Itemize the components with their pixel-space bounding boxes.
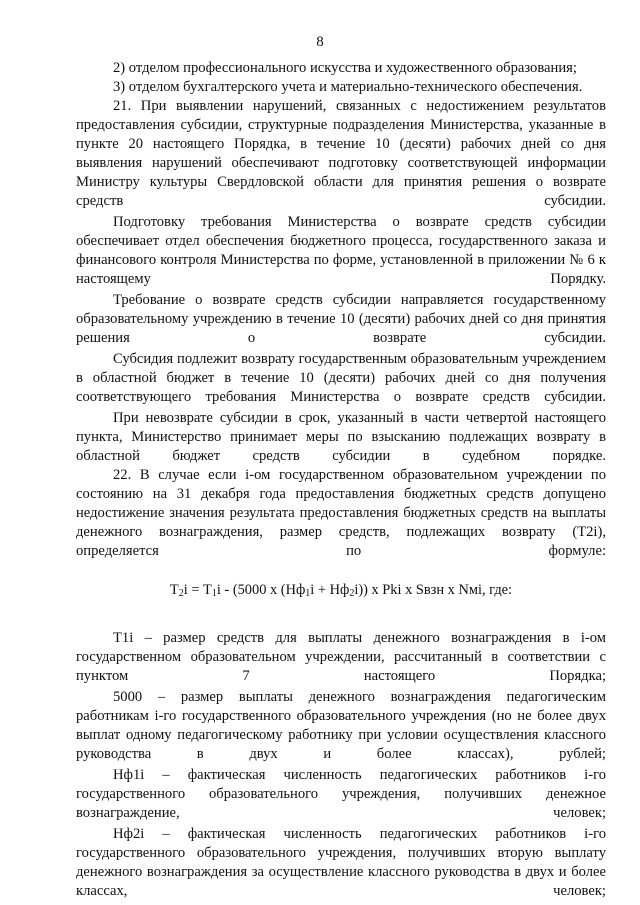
definition-5000: 5000 – размер выплаты денежного вознаграждения педагогическим работникам i-го государственного образовательного учреждения (но не более двух выплат одному педагогическому работнику при условии осуществления классного руководства в двух и более классах), рублей; (76, 689, 606, 762)
paragraph-non-return: При невозврате субсидии в срок, указанный в части четвертой настоящего пункта, Министерство принимает меры по взысканию подлежащих возврату в областной бюджет средств субсидии в судебном порядке. (76, 410, 606, 464)
return-formula: $Т_2i = Т_1i - (5000$ х $(Нф_1i + Нф_2i)$) х Рki х Sвзн х Nмi, где: (169, 582, 513, 599)
paragraph-item-3: 3) отделом бухгалтерского учета и материально-технического обеспечения. (113, 79, 583, 95)
paragraph-item-2: 2) отделом профессионального искусства и художественного образования; (113, 60, 577, 76)
document-body (76, 59, 606, 901)
page-number: 8 (316, 34, 324, 50)
paragraph-subsidy-return: Субсидия подлежит возврату государственным образовательным учреждением в областной бюджет в течение 10 (десяти) рабочих дней со дня получения соответствующего требования Министерства о возврате средств субсидии. (76, 351, 606, 405)
definition-nf2: Нф2i – фактическая численность педагогических работников i-го государственного образовательного учреждения, получивших вторую выплату денежного вознаграждения за осуществление классного руководства в двух и более классах, человек; (76, 826, 606, 899)
paragraph-demand-sending: Требование о возврате средств субсидии направляется государственному образовательному учреждению в течение 10 (десяти) рабочих дней со дня принятия решения о возврате субсидии. (76, 292, 606, 346)
paragraph-clause-22: 22. В случае если i-ом государственном образовательном учреждении по состоянию на 31 декабря года предоставления бюджетных средств допущено недостижение значения результата предоставления бюджетных средств на выплаты денежного вознаграждения, размер средств, подлежащих возврату (Т2i), определяется по формуле: (76, 467, 606, 559)
paragraph-clause-21: 21. При выявлении нарушений, связанных с недостижением результатов предоставления субсидии, структурные подразделения Министерства, указанные в пункте 20 настоящего Порядка, в течение 10 (десяти) рабочих дней со дня выявления нарушений обеспечивают подготовку соответствующей информации Министру культуры Свердловской области для принятия решения о возврате средств субсидии. (76, 98, 606, 209)
definition-t1: Т1i – размер средств для выплаты денежного вознаграждения в i-ом государственном образовательном учреждении, рассчитанный в соответствии с пунктом 7 настоящего Порядка; (76, 630, 606, 684)
paragraph-demand-preparation: Подготовку требования Министерства о возврате средств субсидии обеспечивает отдел обеспечения бюджетного процесса, государственного заказа и финансового контроля Министерства по форме, установленной в приложении № 6 к настоящему Порядку. (76, 214, 606, 287)
definition-nf1: Нф1i – фактическая численность педагогических работников i-го государственного образовательного учреждения, получивших денежное вознаграждение, человек; (76, 767, 606, 821)
